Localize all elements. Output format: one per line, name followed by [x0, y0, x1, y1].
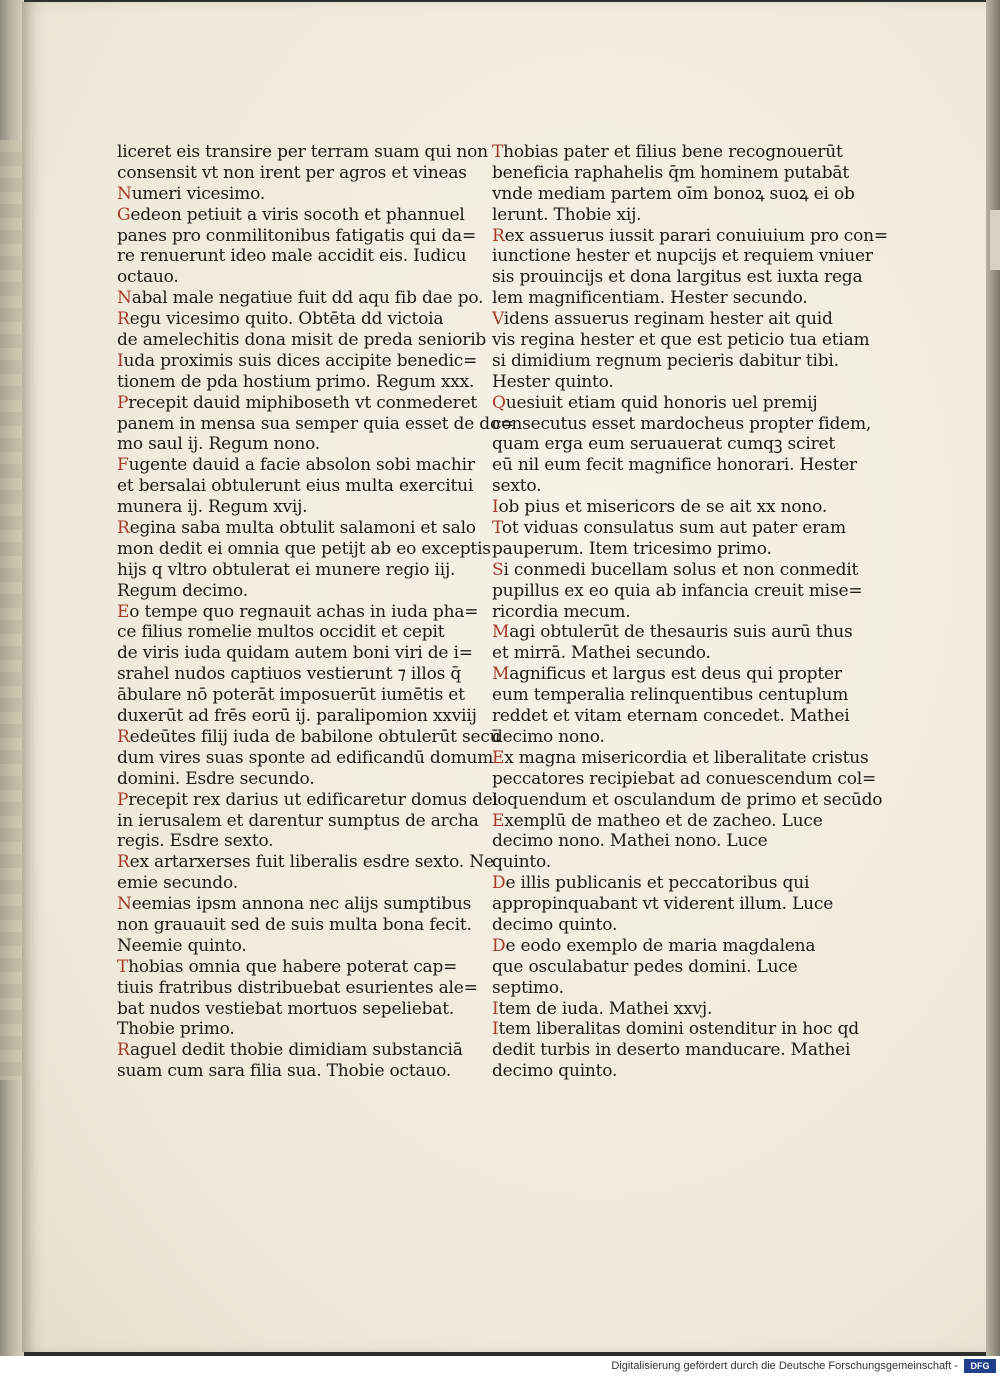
line-text: edeūtes filij iuda de babilone obtulerūt secū: [129, 726, 501, 747]
line-text: o tempe quo regnauit achas in iuda pha=: [129, 601, 479, 622]
rubricated-initial: N: [117, 288, 132, 309]
line-text: tem de iuda. Mathei xxvj.: [498, 998, 713, 1019]
text-line: [117, 789, 498, 811]
text-line: [492, 935, 816, 957]
rubricated-initial: G: [117, 204, 131, 225]
rubricated-initial: T: [492, 518, 502, 539]
text-line: dum vires suas sponte ad edificandū domum: [117, 747, 494, 768]
line-text: recepit rex darius ut edificaretur domus dei: [128, 789, 498, 810]
text-line: que osculabatur pedes domini. Luce: [492, 956, 798, 977]
text-line: panes pro conmilitonibus fatigatis qui da=: [117, 225, 476, 246]
dfg-logo: DFG: [964, 1359, 996, 1373]
text-line: bat nudos vestiebat mortuos sepeliebat.: [117, 998, 455, 1019]
rubricated-initial: T: [492, 142, 504, 162]
text-line: [492, 622, 853, 643]
text-line: decimo quinto.: [492, 1061, 618, 1082]
rubricated-initial: R: [117, 726, 130, 747]
text-line: de amelechitis dona misit de preda seniorib: [117, 330, 487, 351]
text-line: [492, 559, 859, 581]
line-text: tem liberalitas domini ostenditur in hoc qd: [498, 1019, 859, 1040]
text-line: dedit turbis in deserto manducare. Mathei: [492, 1040, 851, 1061]
text-line: [492, 225, 888, 247]
text-line: [117, 956, 458, 978]
text-line: [117, 726, 501, 748]
text-line: re renuerunt ideo male accidit eis. Iudicu: [117, 246, 467, 267]
text-line: consensit vt non irent per agros et vineas: [117, 162, 467, 183]
text-line: mo saul ij. Regum nono.: [117, 434, 321, 455]
text-line: [117, 288, 484, 309]
line-text: ex artarxerses fuit liberalis esdre sexto. Ne: [129, 852, 494, 873]
text-line: [492, 142, 843, 163]
text-line: liceret eis transire per terram suam qui non: [117, 142, 488, 162]
text-line: [117, 309, 444, 330]
text-line: sexto.: [492, 476, 542, 497]
rubricated-initial: R: [117, 309, 130, 330]
text-line: vis regina hester et que est peticio tua etiam: [492, 330, 870, 351]
text-line: [492, 309, 833, 330]
line-text: abal male negatiue fuit dd aqu fib dae po.: [131, 288, 484, 309]
text-line: ricordia mecum.: [492, 601, 631, 622]
text-line: quam erga eum seruauerat cumqꝫ sciret: [492, 434, 835, 455]
rubricated-initial: P: [117, 789, 129, 810]
line-text: ob pius et misericors de se ait xx nono.: [498, 497, 828, 518]
rubricated-initial: R: [117, 1040, 130, 1061]
text-line: septimo.: [492, 977, 564, 998]
text-line: regis. Esdre sexto.: [117, 831, 274, 852]
rubricated-initial: D: [492, 935, 506, 956]
line-text: hobias pater et filius bene recognouerūt: [503, 142, 843, 162]
text-line: et mirrā. Mathei secundo.: [492, 643, 711, 664]
line-text: ugente dauid a facie absolon sobi machir: [128, 455, 475, 476]
text-line: [492, 392, 818, 414]
text-line: eū nil eum fecit magnifice honorari. Hester: [492, 455, 857, 476]
text-line: et bersalai obtulerunt eius multa exercitui: [117, 476, 474, 497]
text-line: appropinquabant vt viderent illum. Luce: [492, 894, 834, 915]
rubricated-initial: I: [117, 350, 124, 371]
line-text: recepit dauid miphiboseth vt conmederet: [128, 392, 478, 413]
text-line: [117, 601, 479, 623]
text-line: reddet et vitam eternam concedet. Mathei: [492, 706, 850, 727]
text-line: [117, 392, 478, 414]
text-line: domini. Esdre secundo.: [117, 768, 315, 789]
line-text: uesiuit etiam quid honoris uel premij: [505, 392, 818, 413]
left-text-column: [117, 142, 515, 1082]
text-line: panem in mensa sua semper quia esset de do=: [117, 413, 515, 434]
text-line: ce filius romelie multos occidit et cepit: [117, 622, 445, 643]
rubricated-initial: E: [117, 601, 130, 622]
text-line: [492, 999, 792, 1020]
text-line: [492, 497, 828, 518]
text-line: [117, 184, 417, 205]
text-line: eum temperalia relinquentibus centuplum: [492, 685, 849, 706]
text-line: ābulare nō poterāt imposuerūt iumētis et: [117, 685, 465, 706]
page-marker-tab: [990, 210, 1000, 270]
line-text: aguel dedit thobie dimidiam substanciā: [130, 1040, 463, 1061]
line-text: ex assuerus iussit parari conuiuium pro con=: [504, 225, 888, 246]
text-line: Thobie primo.: [117, 1019, 235, 1040]
text-line: Hester quinto.: [492, 371, 614, 392]
line-text: e illis publicanis et peccatoribus qui: [505, 873, 810, 894]
rubricated-initial: E: [492, 747, 505, 768]
text-line: [492, 810, 823, 832]
text-line: srahel nudos captiuos vestierunt ⁊ illos q̄: [117, 664, 462, 685]
line-text: edeon petiuit a viris socoth et phannuel: [130, 204, 465, 225]
rubricated-initial: I: [492, 1019, 499, 1040]
line-text: umeri vicesimo.: [131, 183, 266, 204]
line-text: agi obtulerūt de thesauris suis aurū thus: [509, 622, 853, 643]
rubricated-initial: T: [117, 956, 129, 977]
text-line: [117, 204, 465, 226]
line-text: uda proximis suis dices accipite benedic=: [123, 350, 478, 371]
text-line: lerunt. Thobie xij.: [492, 204, 642, 225]
rubricated-initial: N: [117, 894, 132, 915]
text-line: non grauauit sed de suis multa bona fecit.: [117, 914, 472, 935]
text-line: pupillus ex eo quia ab infancia creuit mise=: [492, 580, 863, 601]
text-line: [117, 1040, 463, 1061]
text-line: si dimidium regnum pecieris dabitur tibi.: [492, 350, 839, 371]
text-line: in ierusalem et darentur sumptus de archa: [117, 810, 479, 831]
text-line: [492, 1019, 859, 1040]
line-text: agnificus et largus est deus qui propter: [509, 664, 842, 685]
line-text: ot viduas consulatus sum aut pater eram: [501, 518, 846, 539]
text-line: quinto.: [492, 852, 551, 873]
rubricated-initial: I: [492, 497, 499, 518]
text-line: emie secundo.: [117, 873, 238, 894]
book-fore-edge: [986, 0, 1000, 1356]
text-line: [492, 664, 842, 685]
previous-page-text-edge: [0, 140, 24, 1080]
footer-funding-text: Digitalisierung gefördert durch die Deutsche Forschungsgemeinschaft -: [611, 1360, 958, 1372]
text-line: [492, 518, 846, 539]
text-line: Neemie quinto.: [117, 935, 247, 956]
text-line: [492, 747, 869, 769]
text-line: peccatores recipiebat ad conuescendum col=: [492, 768, 877, 789]
rubricated-initial: D: [492, 873, 506, 894]
rubricated-initial: F: [117, 455, 129, 476]
text-line: duxerūt ad frēs eorū ij. paralipomion xxviij: [117, 706, 477, 727]
text-line: sis prouincijs et dona largitus est iuxta rega: [492, 267, 863, 288]
text-line: tiuis fratribus distribuebat esurientes ale=: [117, 977, 478, 998]
rubricated-initial: V: [492, 309, 504, 330]
line-text: xemplū de matheo et de zacheo. Luce: [504, 810, 823, 831]
line-text: x magna misericordia et liberalitate cristus: [504, 747, 869, 768]
text-line: loquendum et osculandum de primo et secūdo: [492, 789, 883, 810]
text-line: suam cum sara filia sua. Thobie octauo.: [117, 1061, 452, 1082]
text-line: mon dedit ei omnia que petijt ab eo exceptis: [117, 538, 491, 559]
footer-bar: [0, 1356, 1000, 1376]
rubricated-initial: Q: [492, 392, 506, 413]
text-line: tionem de pda hostium primo. Regum xxx.: [117, 371, 475, 392]
text-line: [492, 873, 810, 894]
text-line: decimo nono.: [492, 726, 605, 747]
line-text: egu vicesimo quito. Obtēta dd victoia: [129, 309, 444, 330]
text-line: lem magnificentiam. Hester secundo.: [492, 288, 808, 309]
line-text: idens assuerus reginam hester ait quid: [503, 309, 833, 330]
text-line: hijs q vltro obtulerat ei munere regio iij.: [117, 559, 456, 580]
text-line: beneficia raphahelis q̄m hominem putabāt: [492, 162, 849, 183]
text-line: [117, 518, 476, 539]
text-line: vnde mediam partem oīm bonoꝝ suoꝝ ei ob: [492, 183, 855, 204]
text-line: [117, 350, 478, 372]
line-text: eemias ipsm annona nec alijs sumptibus: [131, 894, 472, 915]
rubricated-initial: M: [492, 664, 510, 685]
text-line: iunctione hester et nupcijs et requiem vniuer: [492, 246, 873, 267]
line-text: e eodo exemplo de maria magdalena: [505, 935, 816, 956]
line-text: egina saba multa obtulit salamoni et salo: [129, 518, 476, 539]
text-line: [117, 894, 472, 915]
text-line: pauperum. Item tricesimo primo.: [492, 538, 772, 559]
rubricated-initial: R: [492, 225, 505, 246]
text-line: decimo nono. Mathei nono. Luce: [492, 831, 768, 852]
text-line: [117, 852, 494, 873]
rubricated-initial: M: [492, 622, 510, 643]
rubricated-initial: R: [117, 852, 130, 873]
text-line: munera ij. Regum xvij.: [117, 497, 308, 518]
text-line: octauo.: [117, 267, 179, 288]
rubricated-initial: I: [492, 998, 499, 1019]
text-line: [117, 455, 475, 476]
text-line: Regum decimo.: [117, 580, 248, 601]
line-text: hobias omnia que habere poterat cap=: [128, 956, 458, 977]
text-line: de viris iuda quidam autem boni viri de i=: [117, 643, 473, 664]
rubricated-initial: N: [117, 183, 132, 204]
right-text-column: [492, 142, 888, 1082]
rubricated-initial: S: [492, 559, 504, 580]
rubricated-initial: P: [117, 392, 129, 413]
line-text: i conmedi bucellam solus et non conmedit: [503, 559, 859, 580]
rubricated-initial: E: [492, 810, 505, 831]
text-line: decimo quinto.: [492, 914, 618, 935]
text-line: consecutus esset mardocheus propter fidem,: [492, 413, 872, 434]
rubricated-initial: R: [117, 518, 130, 539]
